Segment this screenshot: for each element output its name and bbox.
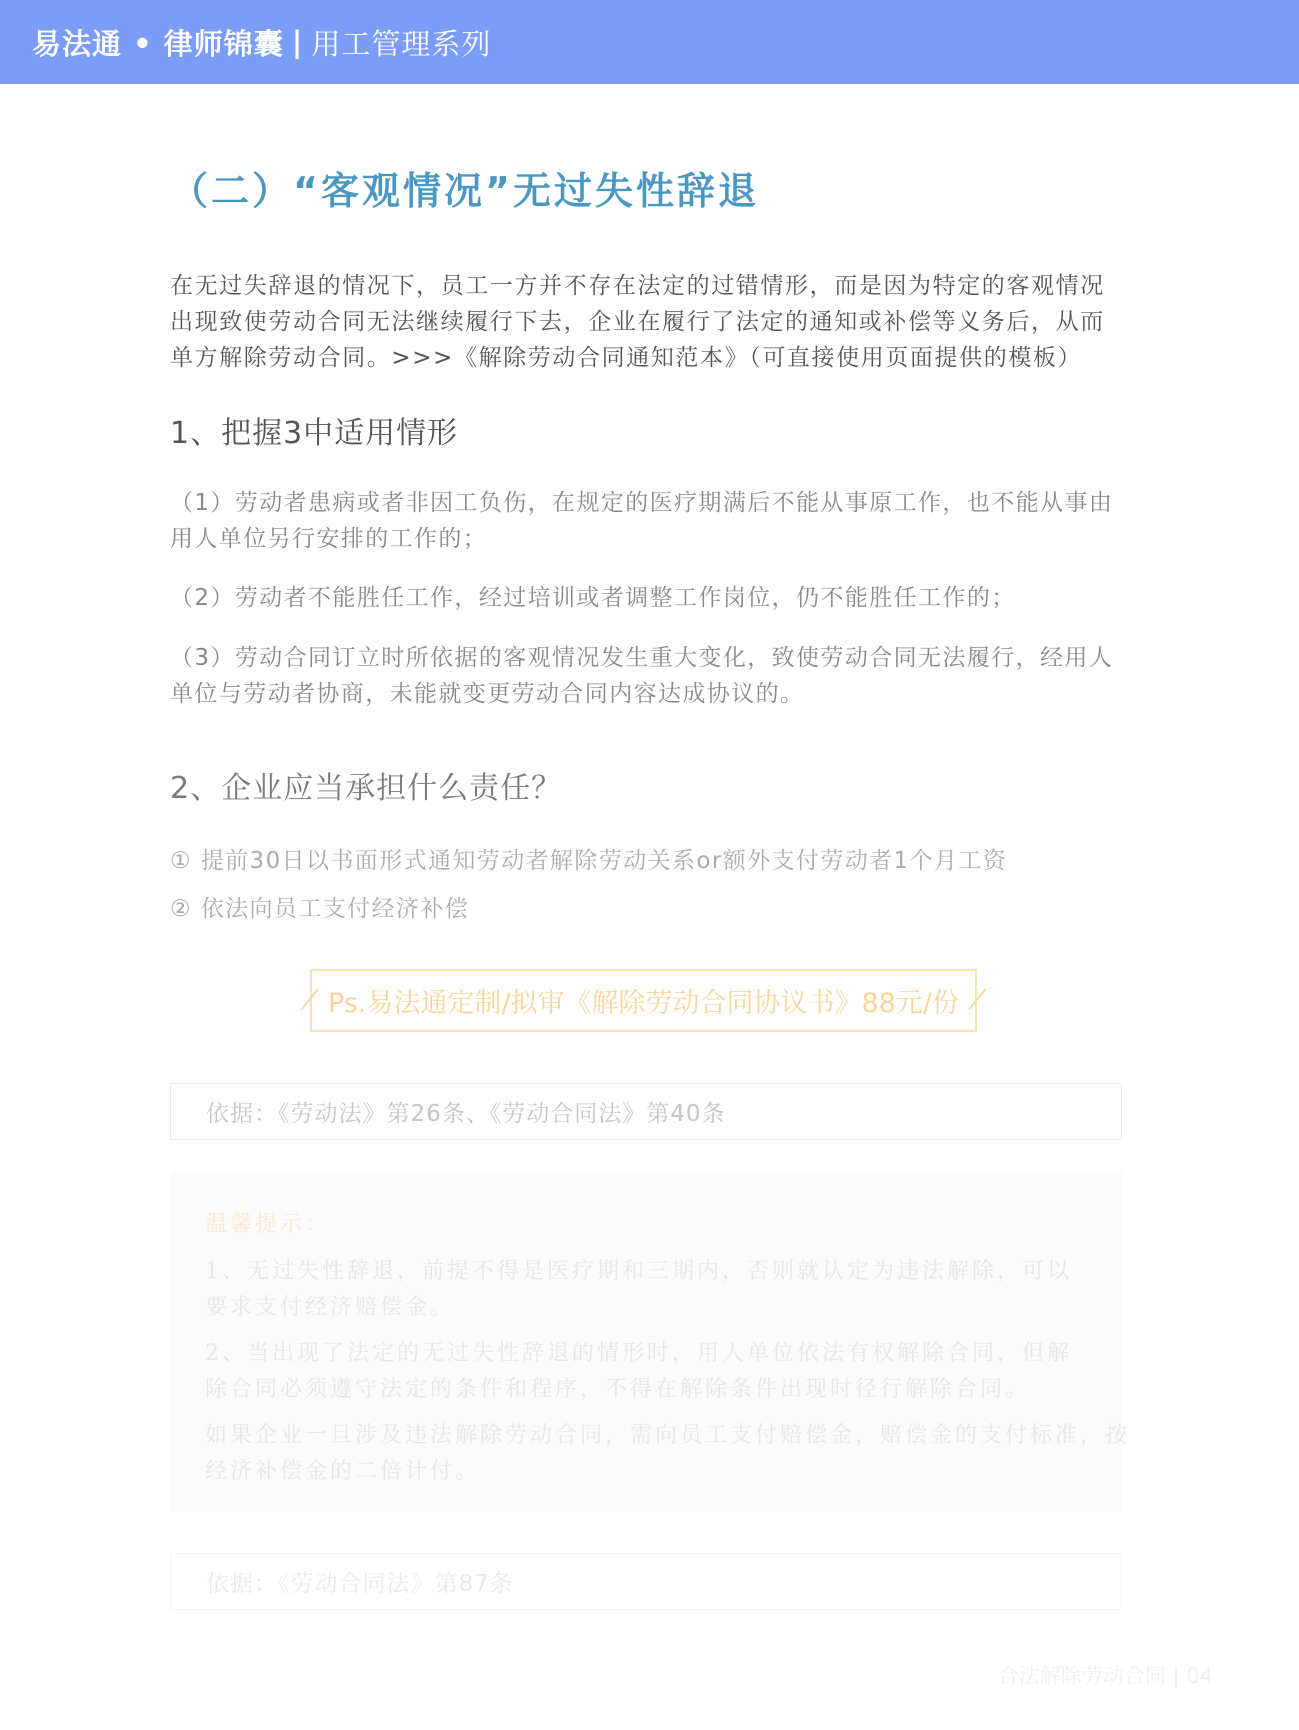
subheading-applicable-cases: 1、把握3中适用情形: [170, 416, 459, 451]
intro-line: 单方解除劳动合同。>>>《解除劳动合同通知范本》（可直接使用页面提供的模板）: [170, 345, 1083, 371]
case-item-3: [170, 640, 1130, 712]
tips-title: 温馨提示：: [205, 1212, 331, 1237]
subheading-employer-duty: 2、企业应当承担什么责任？: [170, 771, 563, 806]
case-line: 用人单位另行安排的工作的；: [170, 526, 488, 552]
intro-line: 在无过失辞退的情况下，员工一方并不存在法定的过错情形，而是因为特定的客观情况: [170, 273, 1105, 299]
tips-line: 除合同必须遵守法定的条件和程序，不得在解除条件出现时径行解除合同。: [205, 1377, 1031, 1402]
duty-item-1: ① 提前30日以书面形式通知劳动者解除劳动关系or额外支付劳动者1个月工资: [170, 848, 1008, 874]
case-line: 单位与劳动者协商，未能就变更劳动合同内容达成协议的。: [170, 681, 805, 707]
page-footer: 合法解除劳动合同 | 04: [997, 1664, 1213, 1688]
case-line: （3）劳动合同订立时所依据的客观情况发生重大变化，致使劳动合同无法履行，经用人: [170, 645, 1114, 671]
case-item-2: [170, 580, 1130, 616]
intro-paragraph: [170, 268, 1130, 376]
case-line: （1）劳动者患病或者非因工负伤，在规定的医疗期满后不能从事原工作，也不能从事由: [170, 490, 1114, 516]
section-title: （二）“客观情况”无过失性辞退: [170, 169, 759, 213]
legal-basis-box: [170, 1083, 1122, 1140]
header-series: 用工管理系列: [311, 26, 492, 61]
intro-line: 出现致使劳动合同无法继续履行下去，企业在履行了法定的通知或补偿等义务后，从而: [170, 309, 1105, 335]
tips-box: [170, 1172, 1131, 1512]
lightning-slash-icon: ⁄: [307, 985, 312, 1016]
header-brand: 易法通 • 律师锦囊: [32, 26, 284, 61]
ps-offer-text: Ps.易法通定制/拟审《解除劳动合同协议书》88元/份: [328, 988, 960, 1019]
ps-offer-link[interactable]: [307, 969, 980, 1032]
duty-item-2: ② 依法向员工支付经济补偿: [170, 896, 470, 922]
case-item-1: [170, 485, 1130, 557]
tips-line: 1、无过失性辞退，前提不得是医疗期和三期内，否则就认定为违法解除，可以: [205, 1259, 1072, 1284]
page-header: [0, 0, 1299, 84]
legal-basis-text: 依据：《劳动合同法》第87条: [206, 1571, 514, 1597]
header-separator: |: [291, 25, 304, 59]
tips-line: 经济补偿金的二倍计付。: [205, 1459, 481, 1484]
tips-line: 如果企业一旦涉及违法解除劳动合同，需向员工支付赔偿金，赔偿金的支付标准，按: [205, 1423, 1131, 1448]
tips-line: 要求支付经济赔偿金。: [205, 1295, 456, 1320]
legal-basis-text: 依据：《劳动法》第26条、《劳动合同法》第40条: [206, 1101, 726, 1127]
legal-basis-box: [170, 1553, 1122, 1610]
lightning-slash-icon: ⁄: [975, 985, 980, 1016]
case-line: （2）劳动者不能胜任工作，经过培训或者调整工作岗位，仍不能胜任工作的；: [170, 585, 1016, 611]
tips-line: 2、当出现了法定的无过失性辞退的情形时，用人单位依法有权解除合同，但解: [205, 1341, 1072, 1366]
